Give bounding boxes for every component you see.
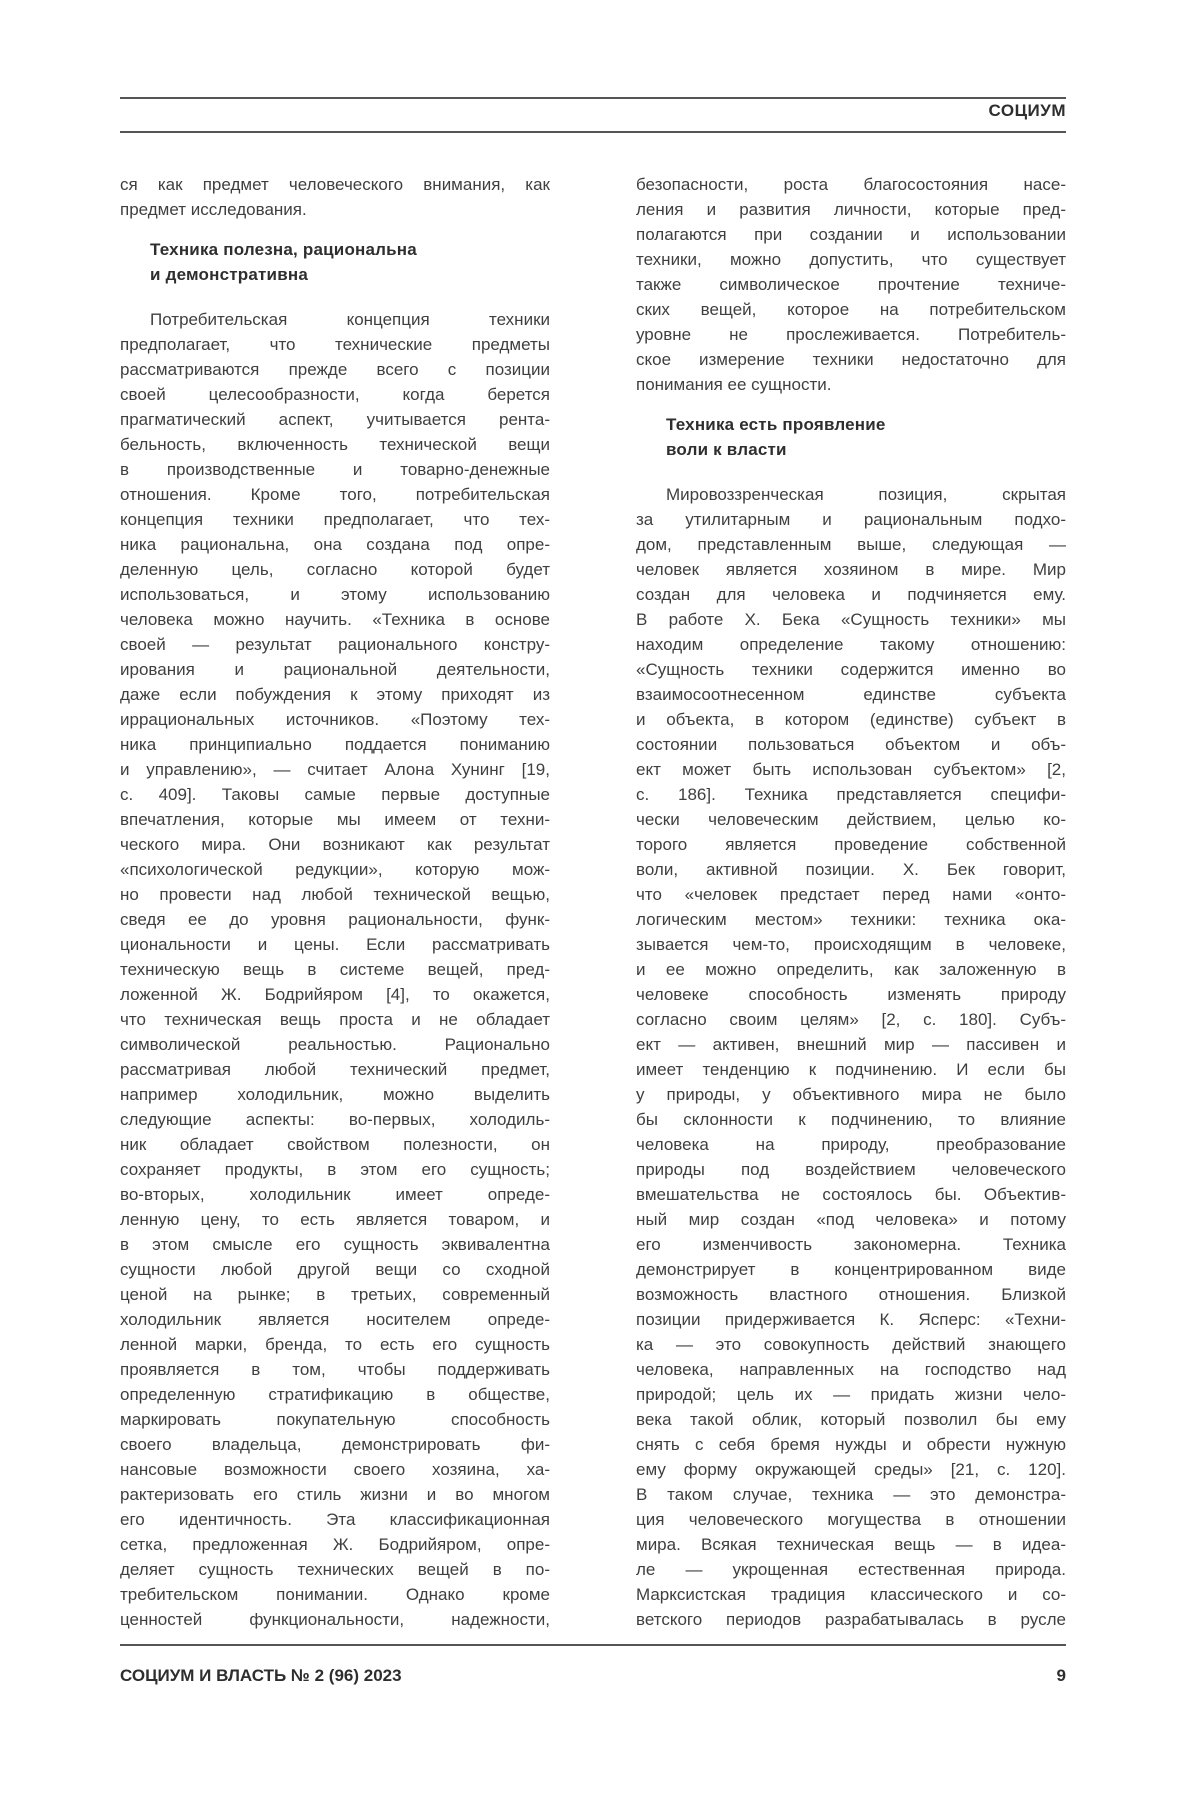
- text-line: согласно своим целям» [2, с. 180]. Субъ-: [636, 1010, 1066, 1029]
- page-number: 9: [1056, 1666, 1066, 1685]
- paragraph: [120, 172, 550, 222]
- text-line: рассматривая любой технический предмет,: [120, 1060, 550, 1079]
- text-line: ческого мира. Они возникают как результат: [120, 835, 550, 854]
- text-line: ложенной Ж. Бодрийяром [4], то окажется,: [120, 985, 550, 1004]
- text-line: уровне не прослеживается. Потребитель-: [636, 325, 1066, 344]
- text-line: требительском понимании. Однако кроме: [120, 1585, 550, 1604]
- text-line: В таком случае, техника — это демонстра-: [636, 1485, 1066, 1504]
- text-line: зывается чем-то, происходящим в человеке,: [636, 935, 1066, 954]
- text-line: ный мир создан «под человека» и потому: [636, 1210, 1066, 1229]
- text-line: что техническая вещь проста и не обладает: [120, 1010, 550, 1029]
- text-line: мира. Всякая техническая вещь — в идеа-: [636, 1535, 1066, 1554]
- text-line: снять с себя бремя нужды и обрести нужную: [636, 1435, 1066, 1454]
- text-line: сетка, предложенная Ж. Бодрийяром, опре-: [120, 1535, 550, 1554]
- text-line: ценой на рынке; в третьих, современный: [120, 1285, 550, 1304]
- text-line: и ее можно определить, как заложенную в: [636, 960, 1066, 979]
- text-line: проявляется в том, чтобы поддерживать: [120, 1360, 550, 1379]
- text-line: деленную цель, согласно которой будет: [120, 560, 550, 579]
- text-line: его изменчивость закономерна. Техника: [636, 1235, 1066, 1254]
- text-line: ирования и рациональной деятельности,: [120, 660, 550, 679]
- text-line: холодильник является носителем опреде-: [120, 1310, 550, 1329]
- text-line: взаимосоотнесенном единстве субъекта: [636, 685, 1066, 704]
- text-line: впечатления, которые мы имеем от техни-: [120, 810, 550, 829]
- text-line: например холодильник, можно выделить: [120, 1085, 550, 1104]
- text-line: ника принципиально поддается пониманию: [120, 735, 550, 754]
- text-line: Техника полезна, рациональна: [150, 240, 417, 259]
- text-line: века такой облик, который позволил бы ему: [636, 1410, 1066, 1429]
- text-line: ник обладает свойством полезности, он: [120, 1135, 550, 1154]
- text-line: циональности и цены. Если рассматривать: [120, 935, 550, 954]
- text-line: рассматриваются прежде всего с позиции: [120, 360, 550, 379]
- text-line: сохраняет продукты, в этом его сущность;: [120, 1160, 550, 1179]
- text-line: бы склонности к подчинению, то влияние: [636, 1110, 1066, 1129]
- text-line: Марксистская традиция классического и со-: [636, 1585, 1066, 1604]
- text-line: «Сущность техники содержится именно во: [636, 660, 1066, 679]
- text-line: вмешательства не состоялось бы. Объектив-: [636, 1185, 1066, 1204]
- text-line: человека, направленных на господство над: [636, 1360, 1066, 1379]
- text-line: ленную цену, то есть является товаром, и: [120, 1210, 550, 1229]
- text-line: воли к власти: [666, 440, 787, 459]
- text-line: нансовые возможности своего хозяина, ха-: [120, 1460, 550, 1479]
- text-line: предмет исследования.: [120, 200, 307, 219]
- text-line: торого является проведение собственной: [636, 835, 1066, 854]
- text-line: техники, можно допустить, что существует: [636, 250, 1066, 269]
- text-line: ленной марки, бренда, то есть его сущность: [120, 1335, 550, 1354]
- text-line: понимания ее сущности.: [636, 375, 832, 394]
- text-line: ект — активен, внешний мир — пассивен и: [636, 1035, 1066, 1054]
- text-line: ских вещей, которое на потребительском: [636, 300, 1066, 319]
- article-body: [120, 172, 1066, 1632]
- text-line: и объекта, в котором (единстве) субъект в: [636, 710, 1066, 729]
- text-line: имеет тенденцию к подчинению. И если бы: [636, 1060, 1066, 1079]
- section-heading: [120, 237, 550, 287]
- journal-title: СОЦИУМ И ВЛАСТЬ № 2 (96) 2023: [120, 1666, 402, 1685]
- text-line: В работе Х. Бека «Сущность техники» мы: [636, 610, 1066, 629]
- paragraph: [120, 307, 550, 1632]
- text-line: что «человек предстает перед нами «онто-: [636, 885, 1066, 904]
- column-right: [636, 172, 1066, 1632]
- text-line: ле — укрощенная естественная природа.: [636, 1560, 1066, 1579]
- text-line: техническую вещь в системе вещей, пред-: [120, 960, 550, 979]
- text-line: даже если побуждения к этому приходят из: [120, 685, 550, 704]
- text-line: иррациональных источников. «Поэтому тех-: [120, 710, 550, 729]
- text-line: логическим местом» техники: техника ока-: [636, 910, 1066, 929]
- text-line: создан для человека и подчиняется ему.: [636, 585, 1066, 604]
- text-line: безопасности, роста благосостояния насе-: [636, 175, 1066, 194]
- text-line: предполагает, что технические предметы: [120, 335, 550, 354]
- column-left: [120, 172, 550, 1632]
- section-heading: [636, 412, 1066, 462]
- text-line: возможность властного отношения. Близкой: [636, 1285, 1066, 1304]
- text-line: ему форму окружающей среды» [21, с. 120].: [636, 1460, 1066, 1479]
- text-line: с. 186]. Техника представляется специфи-: [636, 785, 1066, 804]
- text-line: во-вторых, холодильник имеет опреде-: [120, 1185, 550, 1204]
- text-line: символической реальностью. Рационально: [120, 1035, 550, 1054]
- text-line: ления и развития личности, которые пред-: [636, 200, 1066, 219]
- text-line: своей — результат рационального констру-: [120, 635, 550, 654]
- text-line: Мировоззренческая позиция, скрытая: [666, 485, 1066, 504]
- text-line: и демонстративна: [150, 265, 308, 284]
- text-line: чески человеческим действием, целью ко-: [636, 810, 1066, 829]
- text-line: человеке способность изменять природу: [636, 985, 1066, 1004]
- text-line: находим определение такому отношению:: [636, 635, 1066, 654]
- text-line: у природы, у объективного мира не было: [636, 1085, 1066, 1104]
- header-rule-top: [120, 97, 1066, 99]
- text-line: ское измерение техники недостаточно для: [636, 350, 1066, 369]
- text-line: концепция техники предполагает, что тех-: [120, 510, 550, 529]
- text-line: но провести над любой технической вещью,: [120, 885, 550, 904]
- text-line: ка — это совокупность действий знающего: [636, 1335, 1066, 1354]
- text-line: рактеризовать его стиль жизни и во многом: [120, 1485, 550, 1504]
- footer-rule: [120, 1644, 1066, 1646]
- text-line: Потребительская концепция техники: [150, 310, 550, 329]
- text-line: позиции придерживается К. Ясперс: «Техни-: [636, 1310, 1066, 1329]
- text-line: прагматический аспект, учитывается рента-: [120, 410, 550, 429]
- text-line: человека можно научить. «Техника в основе: [120, 610, 550, 629]
- text-line: сущности любой другой вещи со сходной: [120, 1260, 550, 1279]
- text-line: сведя ее до уровня рациональности, функ-: [120, 910, 550, 929]
- text-line: бельность, включенность технической вещи: [120, 435, 550, 454]
- header-rule-bottom: [120, 131, 1066, 133]
- text-line: определенную стратификацию в обществе,: [120, 1385, 550, 1404]
- text-line: маркировать покупательную способность: [120, 1410, 550, 1429]
- text-line: также символическое прочтение техниче-: [636, 275, 1066, 294]
- page-footer: [120, 1666, 1066, 1686]
- text-line: полагаются при создании и использовании: [636, 225, 1066, 244]
- text-line: природой; цель их — придать жизни чело-: [636, 1385, 1066, 1404]
- text-line: «психологической редукции», которую мож-: [120, 860, 550, 879]
- text-line: демонстрирует в концентрированном виде: [636, 1260, 1066, 1279]
- text-line: своей целесообразности, когда берется: [120, 385, 550, 404]
- text-line: его идентичность. Эта классификационная: [120, 1510, 550, 1529]
- text-line: отношения. Кроме того, потребительская: [120, 485, 550, 504]
- text-line: и управлению», — считает Алона Хунинг [19,: [120, 760, 550, 779]
- text-line: ветского периодов разрабатывалась в русле: [636, 1610, 1066, 1629]
- text-line: дом, представленным выше, следующая —: [636, 535, 1066, 554]
- text-line: природы под воздействием человеческого: [636, 1160, 1066, 1179]
- text-line: ся как предмет человеческого внимания, как: [120, 175, 550, 194]
- text-line: деляет сущность технических вещей в по-: [120, 1560, 550, 1579]
- paragraph: [636, 172, 1066, 397]
- text-line: с. 409]. Таковы самые первые доступные: [120, 785, 550, 804]
- text-line: воли, активной позиции. Х. Бек говорит,: [636, 860, 1066, 879]
- text-line: использоваться, и этому использованию: [120, 585, 550, 604]
- paragraph: [636, 482, 1066, 1632]
- text-line: человека на природу, преобразование: [636, 1135, 1066, 1154]
- text-line: в производственные и товарно-денежные: [120, 460, 550, 479]
- text-line: за утилитарным и рациональным подхо-: [636, 510, 1066, 529]
- text-line: своего владельца, демонстрировать фи-: [120, 1435, 550, 1454]
- text-line: следующие аспекты: во-первых, холодиль-: [120, 1110, 550, 1129]
- text-line: ект может быть использован субъектом» [2,: [636, 760, 1066, 779]
- section-label: СОЦИУМ: [988, 101, 1066, 120]
- text-line: человек является хозяином в мире. Мир: [636, 560, 1066, 579]
- text-line: ценностей функциональности, надежности,: [120, 1610, 550, 1629]
- text-line: ция человеческого могущества в отношении: [636, 1510, 1066, 1529]
- text-line: Техника есть проявление: [666, 415, 886, 434]
- text-line: в этом смысле его сущность эквивалентна: [120, 1235, 550, 1254]
- text-line: состоянии пользоваться объектом и объ-: [636, 735, 1066, 754]
- text-line: ника рациональна, она создана под опре-: [120, 535, 550, 554]
